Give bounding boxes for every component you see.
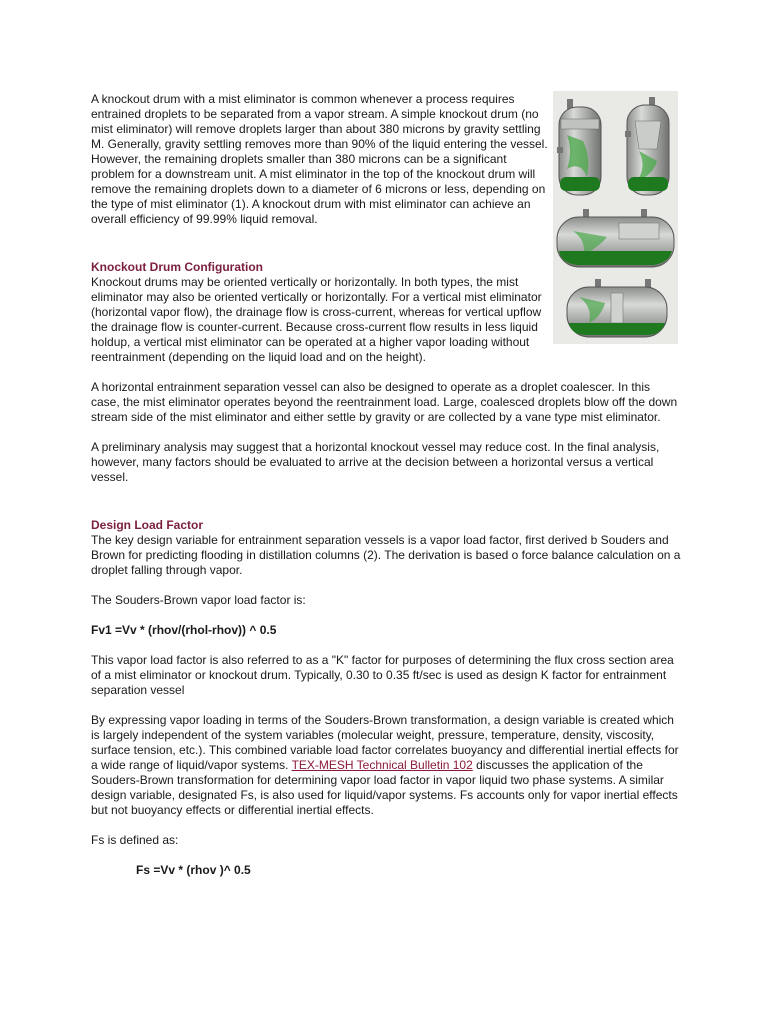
article-body xyxy=(91,92,681,878)
souders-brown-formula: Fv1 =Vv * (rhov/(rhol-rhov)) ^ 0.5 xyxy=(91,623,277,637)
intro-paragraph: A knockout drum with a mist eliminator is common whenever a process requires entrained droplets to be separated from a vapor stream. A simple knockout drum (no mist eliminator) will remove droplets larger than about 380 microns by gravity settling M. Generally, gravity settling removes more than 90% of the liquid entering the vessel. However, the remaining droplets smaller than 380 microns can be a significant problem for a downstream unit. A mist eliminator in the top of the knockout drum will remove the remaining droplets down to a diameter of 6 microns or less, depending on the type of mist eliminator (1). A knockout drum with mist eliminator can achieve an overall efficiency of 99.99% liquid removal. xyxy=(91,92,548,226)
config-paragraph-2: A horizontal entrainment separation vessel can also be designed to operate as a droplet coalescer. In this case, the mist eliminator operates beyond the reentrainment load. Large, coalesced droplets blow off the down stream side of the mist eliminator and either settle by gravity or are collected by a vane type mist eliminator. xyxy=(91,380,678,424)
design-paragraph-4-text-a: By expressing vapor loading in terms of the Souders-Brown transformation, a design variable is created which is largely independent of the system variables (molecular weight, pressure, temperature, density, viscosity, surface tension, etc.). This combined variable load factor correlates buoyancy and differential inertial effects for a wide range of liquid/vapor systems. xyxy=(91,713,679,772)
design-paragraph-1: The key design variable for entrainment separation vessels is a vapor load factor, first derived b Souders and Brown for predicting flooding in distillation columns (2). The derivation is based o force balance calculation on a droplet falling through vapor. xyxy=(91,533,681,577)
config-paragraph-3: A preliminary analysis may suggest that a horizontal knockout vessel may reduce cost. In the final analysis, however, many factors should be evaluated to arrive at the decision between a horizontal versus a vertical vessel. xyxy=(91,440,660,484)
section-heading-knockout-drum-configuration: Knockout Drum Configuration xyxy=(91,260,263,274)
design-paragraph-5: Fs is defined as: xyxy=(91,833,179,847)
section-heading-design-load-factor: Design Load Factor xyxy=(91,518,204,532)
design-paragraph-4 xyxy=(91,713,681,818)
design-paragraph-2: The Souders-Brown vapor load factor is: xyxy=(91,593,306,607)
config-paragraph-1: Knockout drums may be oriented vertically or horizontally. In both types, the mist eliminator may also be oriented vertically or horizontally. For a vertical mist eliminator (horizontal vapor flow), the drainage flow is cross-current, whereas for vertical upflow the drainage flow is counter-current. Because cross-current flow results in less liquid holdup, a vertical mist eliminator can be operated at a higher vapor loading without reentrainment (depending on the liquid load and on the height). xyxy=(91,275,542,364)
fs-formula: Fs =Vv * (rhov )^ 0.5 xyxy=(136,863,251,877)
design-paragraph-4-text-b: discusses the application of the Souders-Brown transformation for determining vapor load factor in vapor liquid two phase systems. A similar design variable, designated Fs, is also used for liquid/vapor systems. Fs accounts only for vapor inertial effects but not buoyancy effects or differential inertial effects. xyxy=(91,758,678,817)
tex-mesh-bulletin-link[interactable]: TEX-MESH Technical Bulletin 102 xyxy=(291,758,473,772)
design-paragraph-3: This vapor load factor is also referred to as a "K" factor for purposes of determining the flux cross section area of a mist eliminator or knockout drum. Typically, 0.30 to 0.35 ft/sec is used as design K factor for entrainment separation vessel xyxy=(91,653,674,697)
